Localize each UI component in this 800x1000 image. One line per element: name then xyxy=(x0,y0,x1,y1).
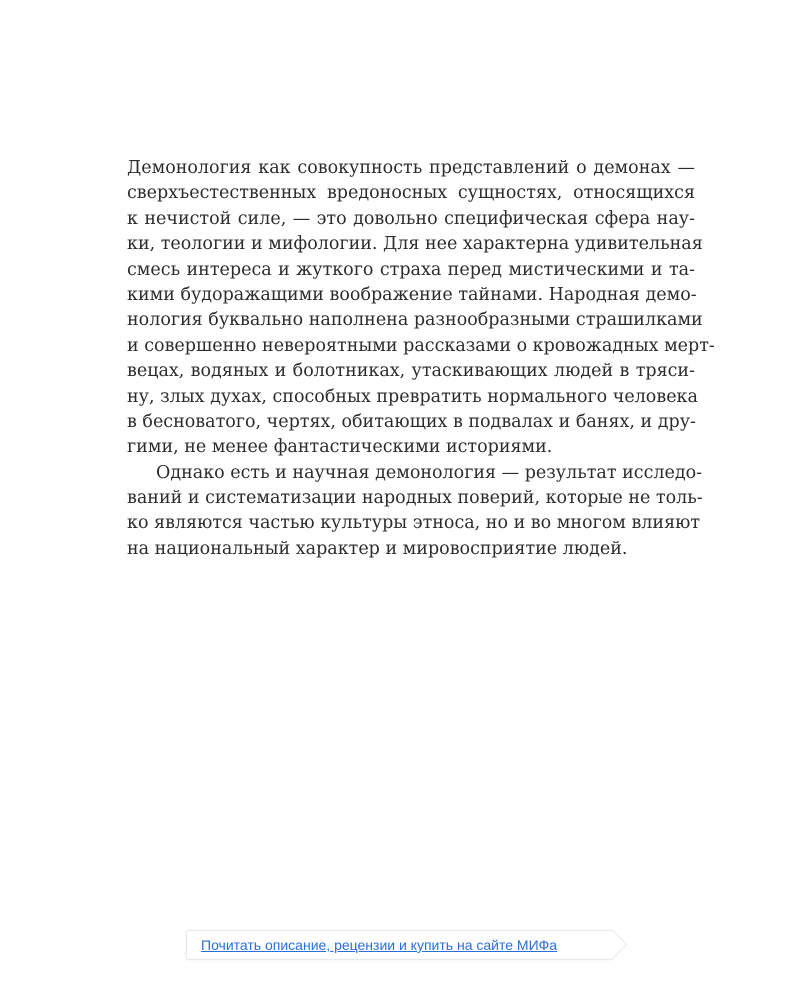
text-line: ки, теологии и мифологии. Для нее характерна удивительная xyxy=(127,234,703,255)
body-text xyxy=(127,156,715,562)
paragraph-2 xyxy=(127,461,703,563)
text-line: сверхъестественных вредоносных сущностях, относящихся xyxy=(127,183,695,204)
purchase-link[interactable]: Почитать описание, рецензии и купить на сайте МИФа xyxy=(201,937,558,953)
paragraph-1 xyxy=(127,156,715,461)
text-line: Демонология как совокупность представлений о демонах — xyxy=(127,158,695,178)
text-line: ну, злых духах, способных превратить нормального человека xyxy=(127,386,698,407)
text-line: к нечистой силе, — это довольно специфическая сфера нау- xyxy=(127,208,695,229)
text-line: ко являются частью культуры этноса, но и во многом влияют xyxy=(127,513,701,534)
text-line: нология буквально наполнена разнообразными страшилками xyxy=(127,310,703,331)
text-line: Однако есть и научная демонология — результат исследо- xyxy=(156,462,703,483)
text-line: гими, не менее фантастическими историями. xyxy=(127,437,553,458)
text-line: кими будоражащими воображение тайнами. Народная демо- xyxy=(127,284,697,305)
text-line: и совершенно невероятными рассказами о кровожадных мерт- xyxy=(127,335,715,356)
text-line: в бесноватого, чертях, обитающих в подвалах и банях, и дру- xyxy=(127,411,696,432)
text-line: смесь интереса и жуткого страха перед мистическими и та- xyxy=(127,259,695,280)
footer-link-badge xyxy=(186,930,613,960)
text-line: вецах, водяных и болотниках, утаскивающих людей в тряси- xyxy=(127,361,695,382)
text-line: на национальный характер и мировосприятие людей. xyxy=(127,538,628,559)
text-line: ваний и систематизации народных поверий, которые не толь- xyxy=(127,488,703,509)
